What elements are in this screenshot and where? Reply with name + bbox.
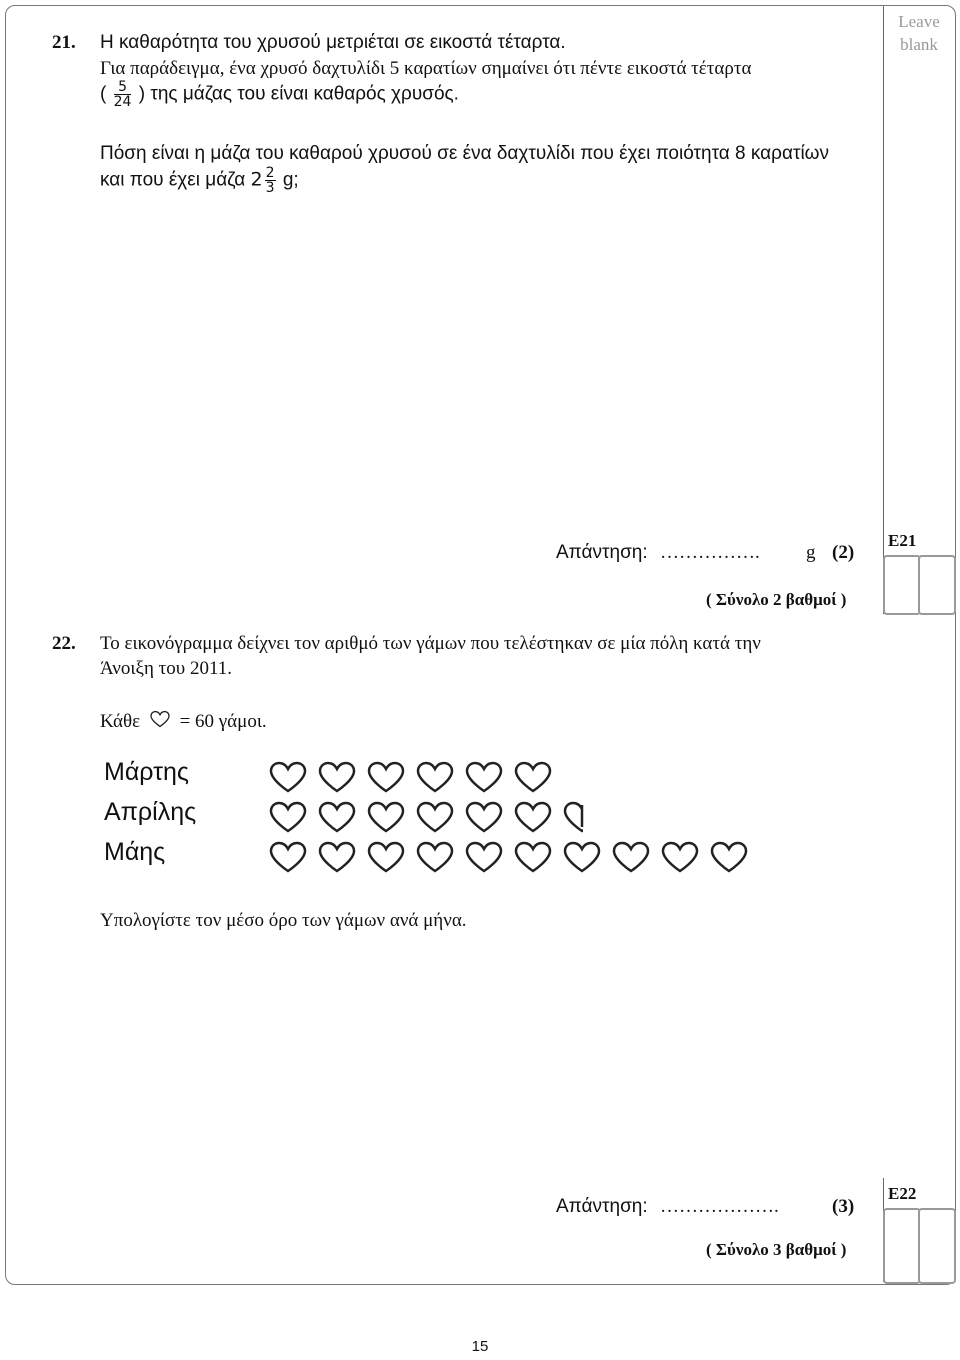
heart-icon xyxy=(513,760,553,794)
fraction-numerator: 5 xyxy=(114,80,132,95)
q22-line1: Το εικονόγραμμα δείχνει τον αριθμό των γάμων που τελέστηκαν σε μία πόλη κατά την xyxy=(100,633,761,654)
q21-code: E21 xyxy=(888,531,917,550)
heart-icon xyxy=(709,840,749,874)
q21-total: ( Σύνολο 2 βαθμοί ) xyxy=(706,590,847,609)
row-label-3: Μάης xyxy=(104,838,166,866)
heart-key-icon xyxy=(149,710,171,728)
heart-icon xyxy=(268,800,308,834)
q22-answer-field[interactable]: ………………. xyxy=(660,1196,779,1217)
heart-icon xyxy=(464,800,504,834)
key-text: Κάθε xyxy=(100,711,141,732)
mass-denominator: 3 xyxy=(265,180,275,196)
heart-icon xyxy=(415,760,455,794)
heart-icon xyxy=(366,800,406,834)
blank-label: blank xyxy=(900,35,938,54)
row-label-1: Μάρτης xyxy=(104,758,189,786)
fraction-5-24 xyxy=(114,80,132,109)
line3-text: ) της μάζας του είναι καθαρός χρυσός. xyxy=(138,83,459,105)
question-unit: g; xyxy=(282,169,299,191)
question-text: και που έχει μάζα xyxy=(100,169,246,191)
q21-question-line1: Πόση είναι η μάζα του καθαρού χρυσού σε ένα δαχτυλίδι που έχει ποιότητα 8 καρατίων xyxy=(100,143,830,164)
q22-answer-label: Απάντηση: xyxy=(556,1196,648,1217)
q21-line1: Η καθαρότητα του χρυσού μετριέται σε εικοστά τέταρτα. xyxy=(100,32,566,53)
q21-answer-label: Απάντηση: xyxy=(556,542,648,563)
q21-line3 xyxy=(100,80,459,109)
heart-icon xyxy=(317,840,357,874)
mixed-number-whole: 2 xyxy=(250,168,263,191)
heart-icon xyxy=(513,840,553,874)
heart-icon xyxy=(611,840,651,874)
mass-numerator: 2 xyxy=(265,165,275,181)
page-number: 15 xyxy=(471,1338,489,1355)
q22-question: Υπολογίστε τον μέσο όρο των γάμων ανά μήνα. xyxy=(100,910,467,931)
q22-line2: Άνοιξη του 2011. xyxy=(100,658,233,679)
heart-icon xyxy=(268,840,308,874)
row-label-2: Απρίλης xyxy=(104,798,197,826)
q22-key xyxy=(100,710,267,733)
heart-icon xyxy=(366,760,406,794)
q21-line2: Για παράδειγμα, ένα χρυσό δαχτυλίδι 5 καρατίων σημαίνει ότι πέντε εικοστά τέταρτα xyxy=(100,58,752,79)
key-value: = 60 γάμοι. xyxy=(179,711,267,732)
q22-total: ( Σύνολο 3 βαθμοί ) xyxy=(706,1240,847,1259)
heart-icon xyxy=(660,840,700,874)
leave-label: Leave xyxy=(898,12,940,31)
open-paren: ( xyxy=(100,83,107,105)
q22-mark-box-1[interactable] xyxy=(883,1208,921,1284)
heart-icon xyxy=(268,760,308,794)
heart-icon xyxy=(464,840,504,874)
q21-answer-field[interactable]: ……………. xyxy=(660,542,760,563)
q21-question-line2 xyxy=(100,166,299,195)
q22-code: E22 xyxy=(888,1184,917,1203)
q22-number: 22. xyxy=(52,633,76,654)
q22-marks: (3) xyxy=(832,1196,855,1217)
q21-mark-box-1[interactable] xyxy=(883,555,921,615)
q21-answer-unit: g xyxy=(806,542,816,563)
heart-icon xyxy=(513,800,553,834)
fraction-denominator: 24 xyxy=(113,94,132,110)
heart-icon xyxy=(415,840,455,874)
leave-blank-header xyxy=(884,10,954,56)
margin-divider-top xyxy=(883,6,884,614)
heart-icon xyxy=(317,800,357,834)
mixed-number-fraction xyxy=(265,166,276,195)
q22-mark-box-2[interactable] xyxy=(918,1208,956,1284)
heart-icon xyxy=(562,840,602,874)
heart-icon xyxy=(464,760,504,794)
q21-mark-box-2[interactable] xyxy=(918,555,956,615)
heart-icon xyxy=(317,760,357,794)
q21-marks: (2) xyxy=(832,542,855,563)
q21-number: 21. xyxy=(52,32,76,53)
heart-icon xyxy=(415,800,455,834)
half-heart-icon xyxy=(562,800,602,834)
heart-icon xyxy=(366,840,406,874)
